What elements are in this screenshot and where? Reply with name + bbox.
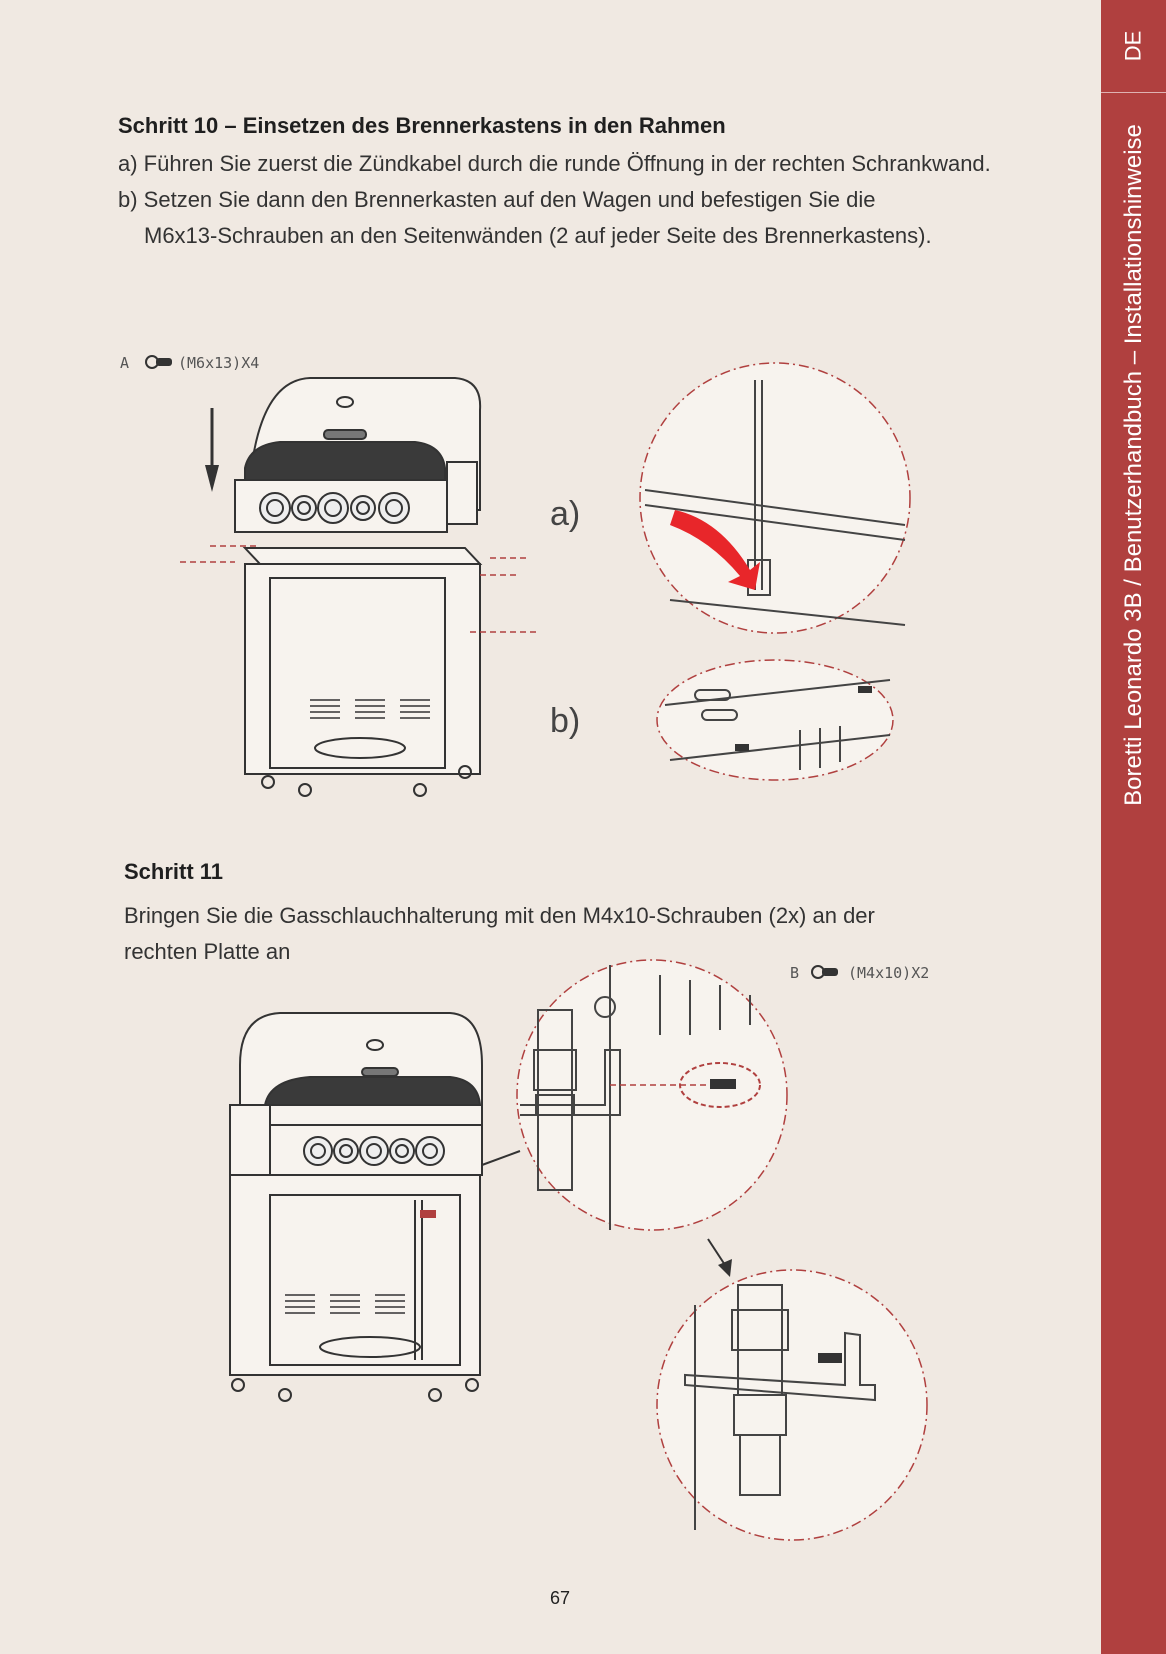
language-label: DE — [1120, 30, 1146, 62]
screw-callout-a — [120, 354, 259, 372]
screw-icon — [812, 966, 838, 978]
step10-heading: Schritt 10 – Einsetzen des Brennerkastens in den Rahmen — [118, 113, 726, 138]
detail-circle-1 — [517, 960, 787, 1230]
sidebar — [1101, 0, 1166, 1654]
step10-item-b-line1: b) Setzen Sie dann den Brennerkasten auf den Wagen und befestigen Sie die — [118, 187, 876, 212]
document-title-area — [1101, 100, 1166, 830]
callout-spec-a: (M6x13)X4 — [178, 354, 260, 372]
detail-circle-2 — [657, 1270, 927, 1540]
step10-item-b-line2: M6x13-Schrauben an den Seitenwänden (2 auf jeder Seite des Brennerkastens). — [144, 223, 932, 248]
connector-arrow-icon — [708, 1239, 732, 1277]
detail-label-a: a) — [550, 495, 581, 533]
step10-figure — [110, 350, 950, 850]
callout-letter-b: B — [790, 964, 800, 982]
grill-drawing — [230, 1013, 520, 1401]
burner-box-drawing — [235, 378, 480, 532]
step11-text-line2: rechten Platte an — [124, 939, 291, 964]
step10-item-a: a) Führen Sie zuerst die Zündkabel durch die runde Öffnung in der rechten Schrankwand. — [118, 151, 991, 176]
page-number: 67 — [549, 1588, 571, 1608]
screw-callout-b — [790, 964, 929, 982]
step11-figure — [220, 955, 980, 1575]
callout-letter-a: A — [120, 354, 130, 372]
detail-circle-a — [640, 363, 910, 633]
screw-icon — [146, 356, 172, 368]
down-arrow-icon — [205, 408, 219, 492]
detail-circle-b — [657, 660, 893, 780]
cart-drawing — [245, 548, 480, 796]
language-tab — [1101, 0, 1166, 93]
hose-holder-marker — [420, 1210, 436, 1218]
detail-label-b: b) — [550, 702, 581, 740]
callout-spec-b: (M4x10)X2 — [848, 964, 930, 982]
document-title: Boretti Leonardo 3B / Benutzerhandbuch – Installationshinweise — [1119, 124, 1147, 806]
step11-heading: Schritt 11 — [124, 859, 224, 884]
step11-text-line1: Bringen Sie die Gasschlauchhalterung mit den M4x10-Schrauben (2x) an der — [124, 903, 875, 928]
